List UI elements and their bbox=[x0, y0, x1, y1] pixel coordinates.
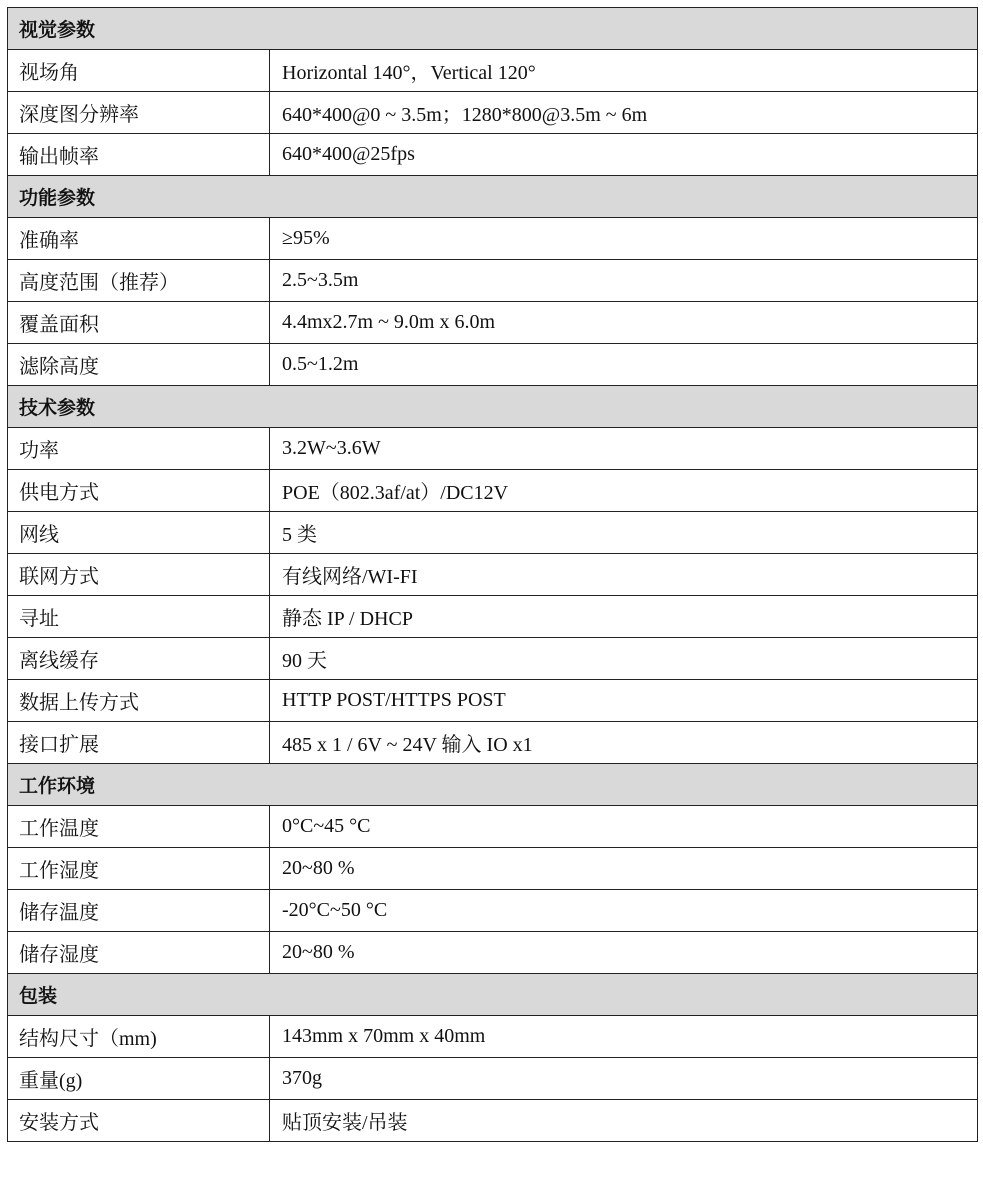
spec-row bbox=[8, 1016, 978, 1058]
spec-row bbox=[8, 92, 978, 134]
spec-label: 离线缓存 bbox=[8, 638, 270, 680]
spec-value: 有线网络/WI-FI bbox=[270, 554, 978, 596]
spec-label: 储存湿度 bbox=[8, 932, 270, 974]
spec-value: HTTP POST/HTTPS POST bbox=[270, 680, 978, 722]
spec-value: 贴顶安装/吊装 bbox=[270, 1100, 978, 1142]
spec-row bbox=[8, 806, 978, 848]
spec-row bbox=[8, 680, 978, 722]
spec-row bbox=[8, 890, 978, 932]
spec-row bbox=[8, 554, 978, 596]
section-header-row bbox=[8, 8, 978, 50]
spec-label: 功率 bbox=[8, 428, 270, 470]
spec-row bbox=[8, 470, 978, 512]
spec-label: 准确率 bbox=[8, 218, 270, 260]
spec-row bbox=[8, 1100, 978, 1142]
spec-label: 接口扩展 bbox=[8, 722, 270, 764]
spec-value: -20°C~50 °C bbox=[270, 890, 978, 932]
spec-value: 640*400@0 ~ 3.5m；1280*800@3.5m ~ 6m bbox=[270, 92, 978, 134]
spec-row bbox=[8, 218, 978, 260]
spec-label: 数据上传方式 bbox=[8, 680, 270, 722]
spec-label: 输出帧率 bbox=[8, 134, 270, 176]
spec-label: 重量(g) bbox=[8, 1058, 270, 1100]
spec-value: POE（802.3af/at）/DC12V bbox=[270, 470, 978, 512]
spec-value: 静态 IP / DHCP bbox=[270, 596, 978, 638]
section-header-row bbox=[8, 764, 978, 806]
section-header-row bbox=[8, 176, 978, 218]
spec-row bbox=[8, 848, 978, 890]
spec-row bbox=[8, 302, 978, 344]
spec-label: 高度范围（推荐） bbox=[8, 260, 270, 302]
section-title: 技术参数 bbox=[8, 386, 978, 428]
spec-row bbox=[8, 638, 978, 680]
section-header-row bbox=[8, 974, 978, 1016]
section-header-row bbox=[8, 386, 978, 428]
spec-label: 联网方式 bbox=[8, 554, 270, 596]
spec-row bbox=[8, 134, 978, 176]
spec-label: 视场角 bbox=[8, 50, 270, 92]
spec-row bbox=[8, 344, 978, 386]
spec-row bbox=[8, 722, 978, 764]
spec-value: 0.5~1.2m bbox=[270, 344, 978, 386]
spec-value: ≥95% bbox=[270, 218, 978, 260]
spec-row bbox=[8, 932, 978, 974]
section-title: 工作环境 bbox=[8, 764, 978, 806]
spec-value: 370g bbox=[270, 1058, 978, 1100]
spec-label: 滤除高度 bbox=[8, 344, 270, 386]
section-title: 视觉参数 bbox=[8, 8, 978, 50]
spec-value: 20~80 % bbox=[270, 932, 978, 974]
spec-row bbox=[8, 1058, 978, 1100]
spec-label: 供电方式 bbox=[8, 470, 270, 512]
spec-label: 网线 bbox=[8, 512, 270, 554]
spec-value: 143mm x 70mm x 40mm bbox=[270, 1016, 978, 1058]
spec-label: 覆盖面积 bbox=[8, 302, 270, 344]
spec-row bbox=[8, 512, 978, 554]
spec-row bbox=[8, 50, 978, 92]
spec-table-body bbox=[8, 8, 978, 1142]
spec-value: 640*400@25fps bbox=[270, 134, 978, 176]
spec-value: 3.2W~3.6W bbox=[270, 428, 978, 470]
spec-value: 20~80 % bbox=[270, 848, 978, 890]
spec-label: 结构尺寸（mm) bbox=[8, 1016, 270, 1058]
spec-value: 90 天 bbox=[270, 638, 978, 680]
spec-label: 安装方式 bbox=[8, 1100, 270, 1142]
spec-label: 工作温度 bbox=[8, 806, 270, 848]
spec-table bbox=[7, 7, 978, 1142]
section-title: 功能参数 bbox=[8, 176, 978, 218]
spec-label: 寻址 bbox=[8, 596, 270, 638]
section-title: 包装 bbox=[8, 974, 978, 1016]
spec-value: 485 x 1 / 6V ~ 24V 输入 IO x1 bbox=[270, 722, 978, 764]
spec-row bbox=[8, 596, 978, 638]
spec-label: 储存温度 bbox=[8, 890, 270, 932]
spec-row bbox=[8, 428, 978, 470]
spec-value: 4.4mx2.7m ~ 9.0m x 6.0m bbox=[270, 302, 978, 344]
spec-label: 深度图分辨率 bbox=[8, 92, 270, 134]
spec-value: 0°C~45 °C bbox=[270, 806, 978, 848]
spec-value: 5 类 bbox=[270, 512, 978, 554]
spec-row bbox=[8, 260, 978, 302]
spec-value: 2.5~3.5m bbox=[270, 260, 978, 302]
spec-label: 工作湿度 bbox=[8, 848, 270, 890]
spec-value: Horizontal 140°，Vertical 120° bbox=[270, 50, 978, 92]
